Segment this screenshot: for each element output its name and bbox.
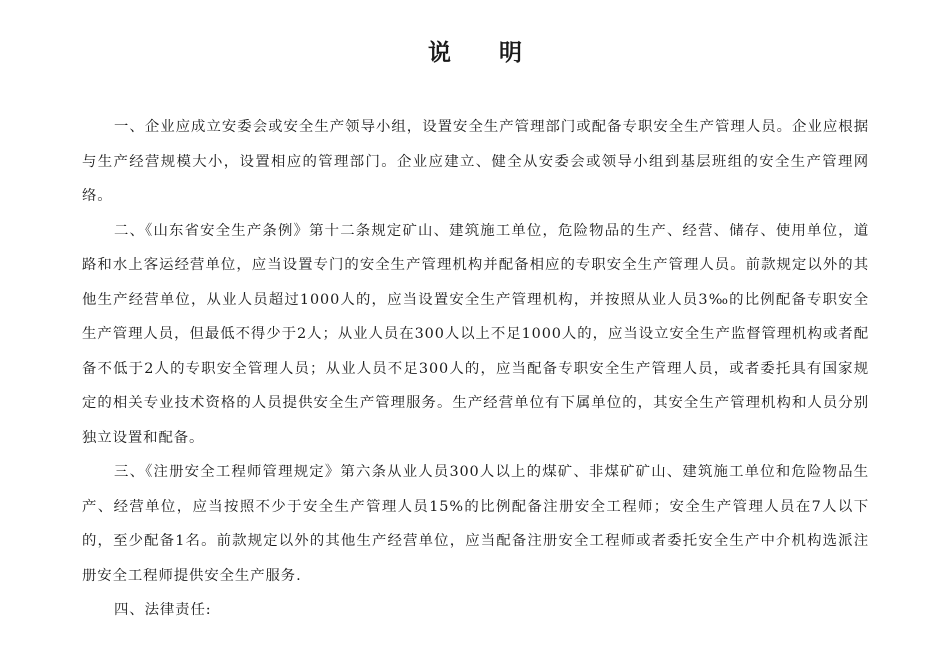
document-body: [82, 110, 869, 628]
paragraph-1: 一、企业应成立安委会或安全生产领导小组，设置安全生产管理部门或配备专职安全生产管理人员。企业应根据与生产经营规模大小，设置相应的管理部门。企业应建立、健全从安委会或领导小组到基层班组的安全生产管理网络。: [82, 119, 869, 204]
paragraph-4: 四、法律责任:: [114, 602, 212, 618]
paragraph-2: 二、《山东省安全生产条例》第十二条规定矿山、建筑施工单位，危险物品的生产、经营、储存、使用单位，道路和水上客运经营单位，应当设置专门的安全生产管理机构并配备相应的专职安全生产管理人员。前款规定以外的其他生产经营单位，从业人员超过1000人的，应当设置安全生产管理机构，并按照从业人员3‰的比例配备专职安全生产管理人员，但最低不得少于2人；从业人员在300人以上不足1000人的，应当设立安全生产监督管理机构或者配备不低于2人的专职安全管理人员；从业人员不足300人的，应当配备专职安全生产管理人员，或者委托具有国家规定的相关专业技术资格的人员提供安全生产管理服务。生产经营单位有下属单位的，其安全生产管理机构和人员分别独立设置和配备。: [82, 222, 869, 446]
document-title: 说 明: [427, 39, 542, 66]
paragraph-3: 三、《注册安全工程师管理规定》第六条从业人员300人以上的煤矿、非煤矿矿山、建筑施工单位和危险物品生产、经营单位，应当按照不少于安全生产管理人员15%的比例配备注册安全工程师；安全生产管理人员在7人以下的，至少配备1名。前款规定以外的其他生产经营单位，应当配备注册安全工程师或者委托安全生产中介机构选派注册安全工程师提供安全生产服务.: [82, 464, 869, 584]
